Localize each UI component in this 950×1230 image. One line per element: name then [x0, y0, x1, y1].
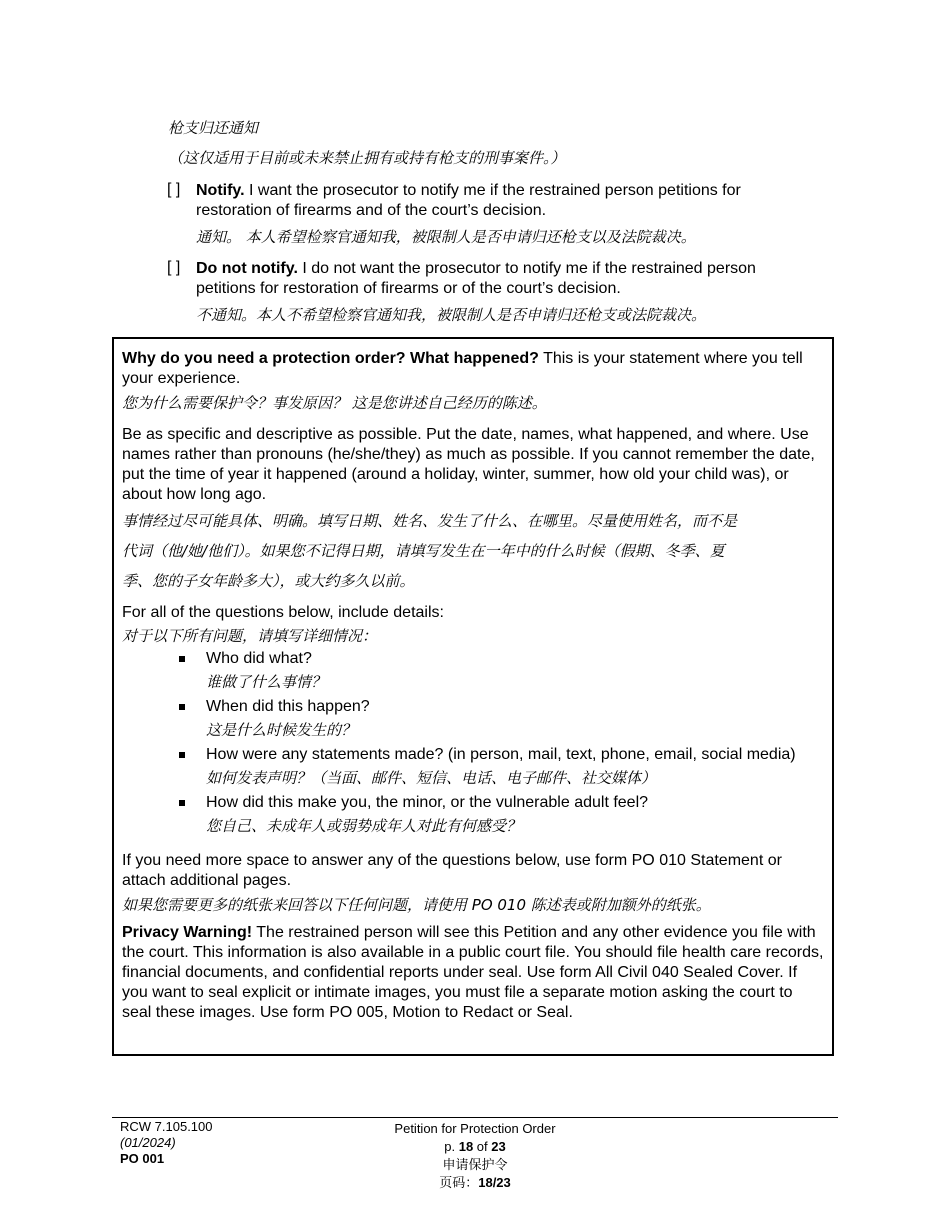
bullet-icon — [179, 656, 185, 662]
footer-page-number: p. 18 of 23 — [444, 1139, 506, 1154]
footer-title-zh: 申请保护令 — [442, 1157, 508, 1172]
do-not-notify-description-zh: 不通知。本人不希望检察官通知我，被限制人是否申请归还枪支或法院裁决。 — [196, 306, 707, 324]
notify-checkbox[interactable]: [ ] — [167, 181, 181, 198]
question-zh: 您自己、未成年人或弱势成年人对此有何感受？ — [206, 817, 522, 835]
question-en: When did this happen? — [206, 698, 370, 715]
list-item — [122, 649, 824, 692]
list-item — [122, 697, 824, 740]
question-en: How did this make you, the minor, or the vulnerable adult feel? — [206, 794, 649, 811]
statement-instructions-box — [112, 337, 834, 1056]
privacy-warning — [122, 923, 824, 1023]
footer-title: Petition for Protection Order — [394, 1121, 556, 1136]
footer-page-number-zh: 页码：18/23 — [439, 1175, 511, 1190]
do-not-notify-description: I do not want the prosecutor to notify me if the restrained person petitions for restoration of firearms or of the court’s decision. — [196, 260, 756, 297]
do-not-notify-checkbox[interactable]: [ ] — [167, 259, 181, 276]
questions-intro: For all of the questions below, include details: — [122, 604, 444, 621]
bullet-icon — [179, 704, 185, 710]
statement-heading-bold: Why do you need a protection order? What happened? — [122, 350, 539, 367]
footer-form-info — [120, 1119, 213, 1167]
questions-list — [122, 649, 824, 836]
statement-heading-zh: 您为什么需要保护令？事发原因？ 这是您讲述自己经历的陈述。 — [122, 394, 547, 412]
question-en: How were any statements made? (in person, mail, text, phone, email, social media) — [206, 746, 796, 763]
question-en: Who did what? — [206, 650, 312, 667]
do-not-notify-label: Do not notify. — [196, 260, 298, 277]
footer-divider — [112, 1117, 838, 1118]
do-not-notify-text — [196, 259, 807, 299]
footer-form-number: PO 001 — [120, 1151, 165, 1166]
notify-description-zh: 通知。 本人希望检察官通知我，被限制人是否申请归还枪支以及法院裁决。 — [196, 228, 696, 246]
privacy-warning-text: The restrained person will see this Petition and any other evidence you file with the court. This information is also available in a public court file. You should file health care records, financial documents, and confidential reports under seal. Use form All Civil 040 Sealed Cover. If you want to seal explicit or intimate images, you must file a separate motion asking the court to seal these images. Use form PO 005, Motion to Redact or Seal. — [122, 924, 824, 1021]
footer-page-info — [370, 1120, 580, 1192]
notify-label: Notify. — [196, 182, 245, 199]
section-note: （这仅适用于目前或未来禁止拥有或持有枪支的刑事案件。） — [168, 149, 566, 167]
do-not-notify-option — [167, 259, 807, 325]
bullet-icon — [179, 752, 185, 758]
more-space-note-zh: 如果您需要更多的纸张来回答以下任何问题，请使用 PO 010 陈述表或附加额外的纸张。 — [122, 896, 711, 914]
footer-date: (01/2024) — [120, 1135, 176, 1150]
footer-rcw: RCW 7.105.100 — [120, 1119, 213, 1134]
list-item — [122, 745, 824, 788]
more-space-note: If you need more space to answer any of the questions below, use form PO 010 Statement or attach additional pages. — [122, 852, 782, 889]
section-title: 枪支归还通知 — [168, 119, 259, 137]
statement-heading-text: This is your statement where you tell your experience. — [122, 350, 803, 387]
bullet-icon — [179, 800, 185, 806]
notify-description: I want the prosecutor to notify me if the restrained person petitions for restoration of firearms and of the court’s decision. — [196, 182, 741, 219]
question-zh: 谁做了什么事情？ — [206, 673, 327, 691]
questions-intro-zh: 对于以下所有问题，请填写详细情况： — [122, 627, 378, 645]
question-zh: 这是什么时候发生的？ — [206, 721, 357, 739]
specific-instructions-zh-2: 代词（他/她/他们）。如果您不记得日期，请填写发生在一年中的什么时候（假期、冬季、夏 — [122, 542, 725, 560]
specific-instructions: Be as specific and descriptive as possible. Put the date, names, what happened, and where. Use names rather than pronouns (he/she/they) as much as possible. If you cannot remember the date, put the time of year it happened (around a holiday, winter, summer, how old your child was), or about how long ago. — [122, 426, 815, 503]
notify-text — [196, 181, 807, 221]
question-zh: 如何发表声明？（当面、邮件、短信、电话、电子邮件、社交媒体） — [206, 769, 657, 787]
privacy-warning-label: Privacy Warning! — [122, 924, 253, 941]
statement-heading — [122, 349, 824, 389]
list-item — [122, 793, 824, 836]
specific-instructions-zh-1: 事情经过尽可能具体、明确。填写日期、姓名、发生了什么、在哪里。尽量使用姓名，而不是 — [122, 512, 738, 530]
specific-instructions-zh-3: 季、您的子女年龄多大），或大约多久以前。 — [122, 572, 415, 590]
notify-option — [167, 181, 807, 247]
